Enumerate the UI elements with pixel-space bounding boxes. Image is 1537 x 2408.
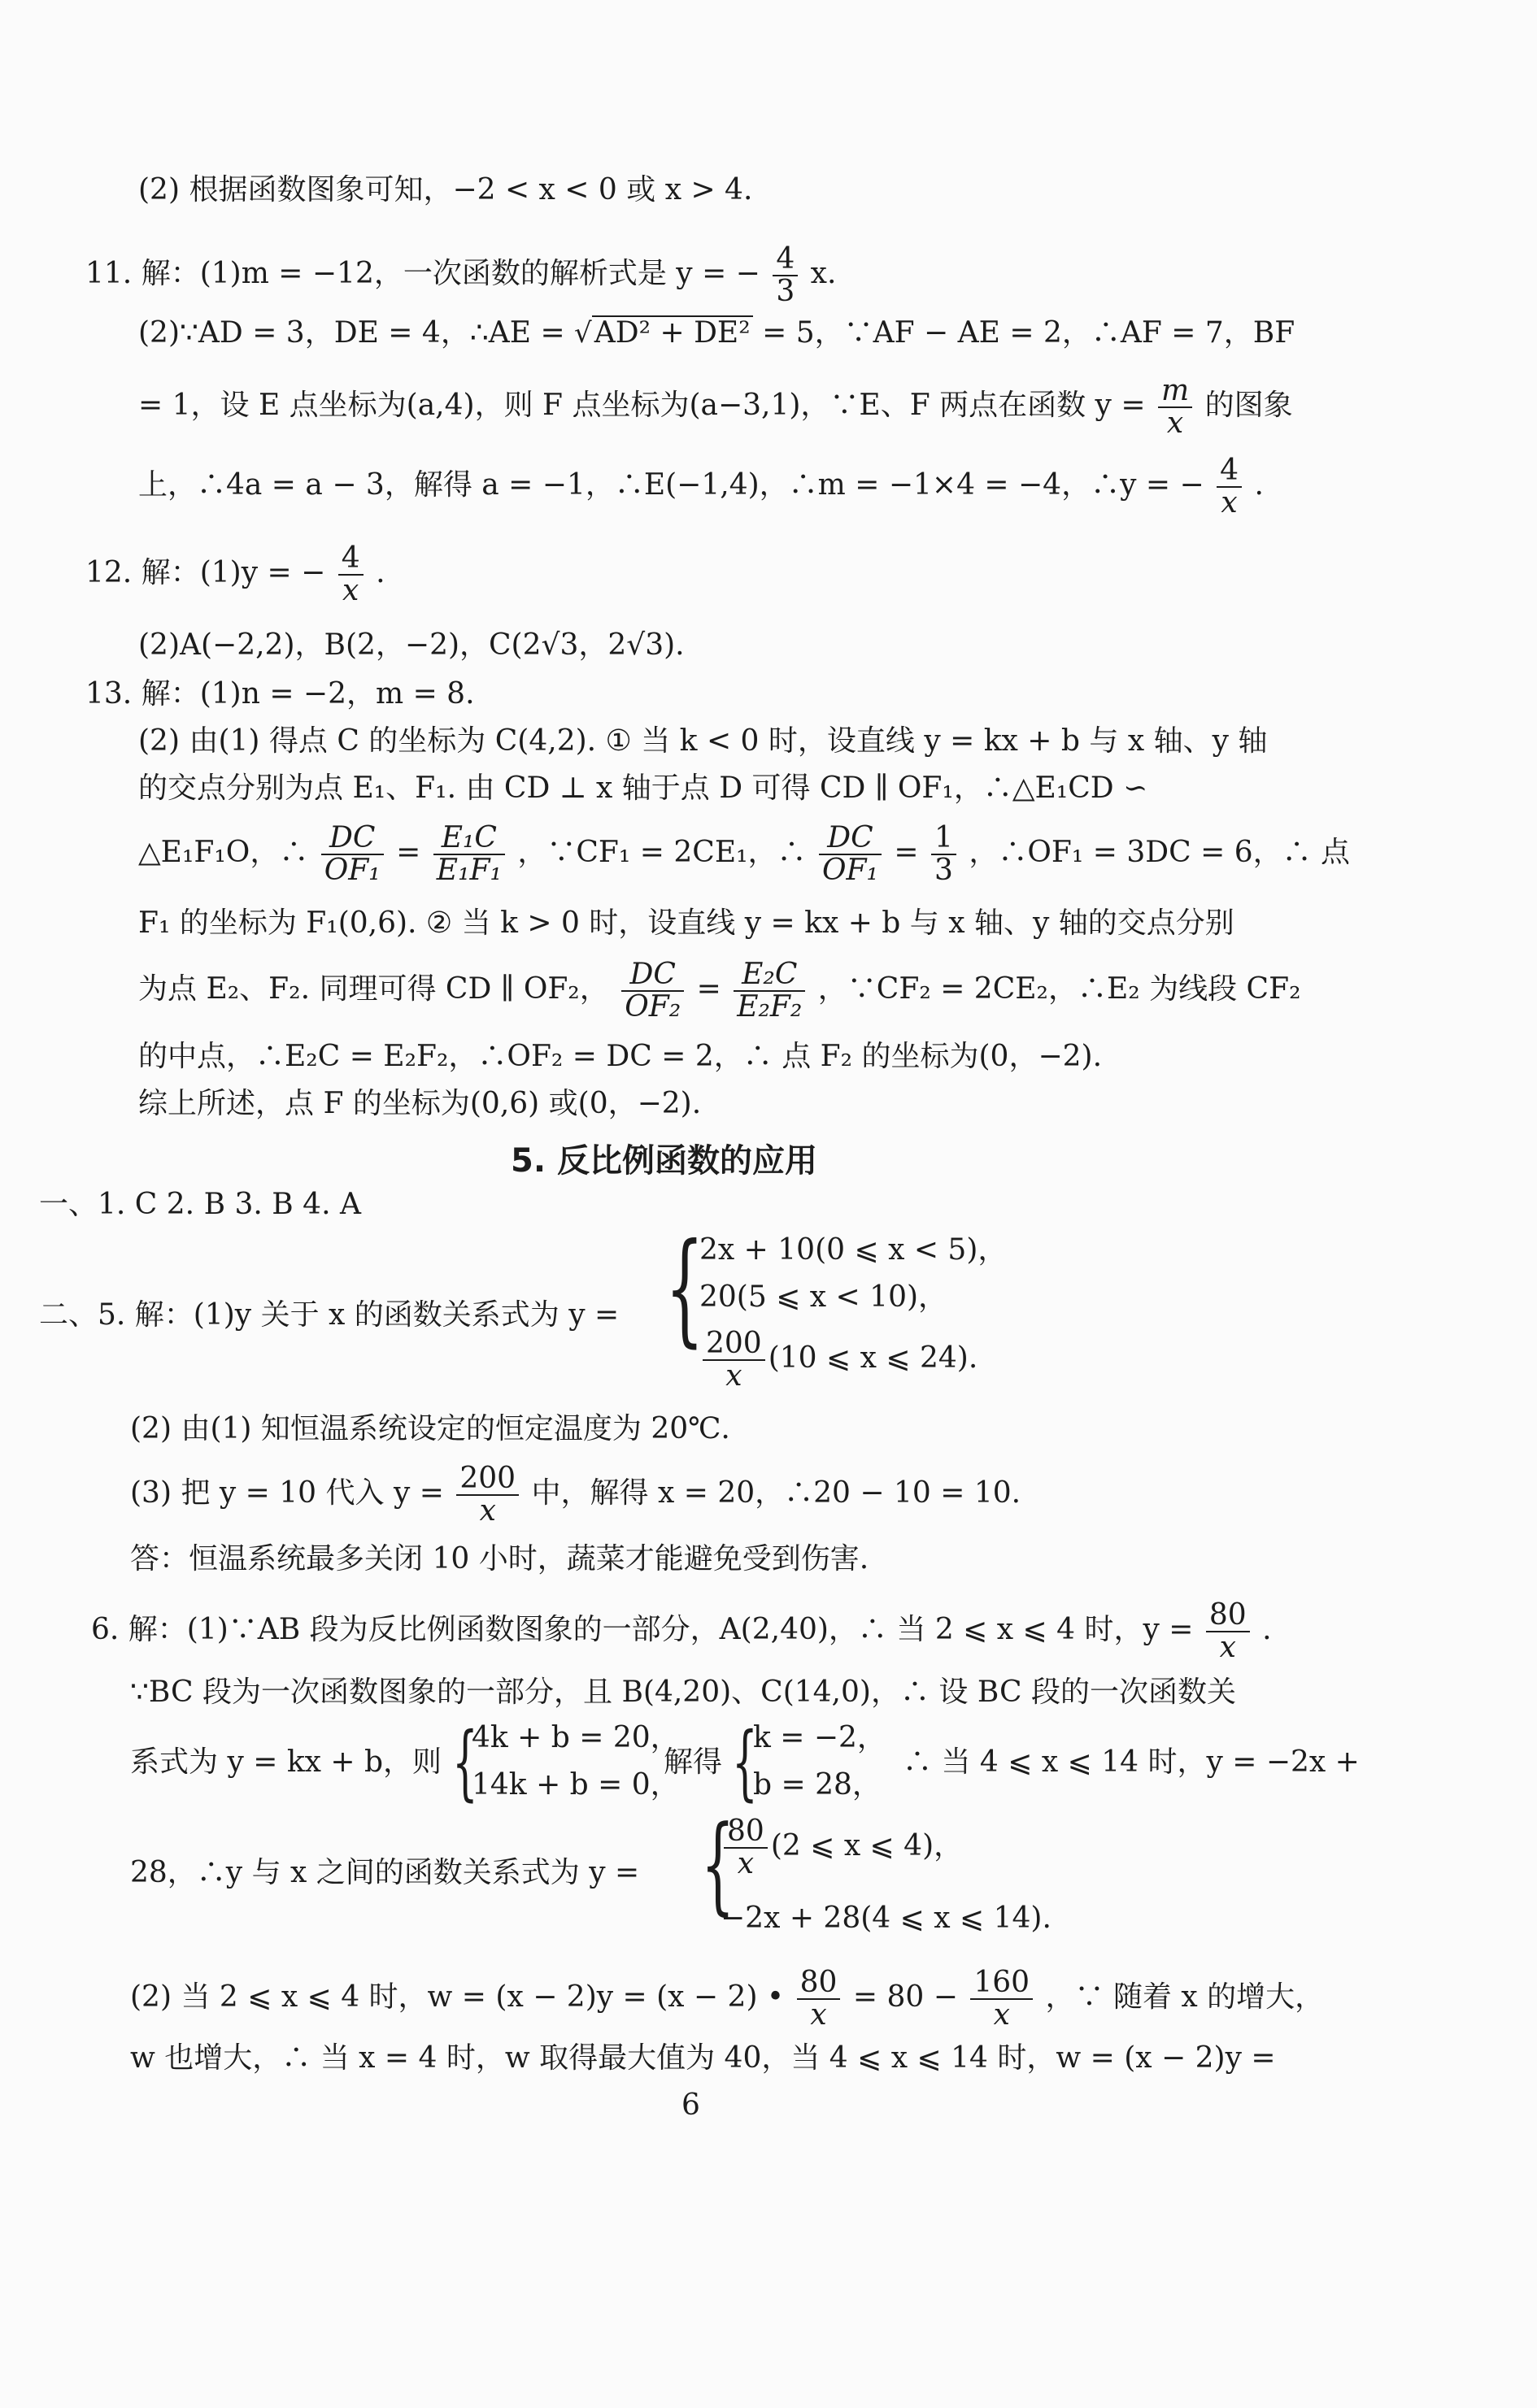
denominator: x <box>1219 1630 1236 1664</box>
fraction <box>931 823 956 886</box>
denominator: 3 <box>934 853 953 887</box>
text: = 5，∵AF − AE = 2，∴AF = 7，BF <box>752 316 1295 350</box>
text: . <box>376 555 385 589</box>
text: (2 ⩽ x ⩽ 4)， <box>770 1828 964 1863</box>
numerator: DC <box>819 823 882 855</box>
denominator: E₁F₁ <box>436 853 502 887</box>
text-line <box>130 1463 1021 1527</box>
text-line <box>138 315 1295 348</box>
text-line: (2) 由(1) 知恒温系统设定的恒定温度为 20℃. <box>130 1412 730 1445</box>
text: 中，解得 x = 20，∴20 − 10 = 10. <box>531 1476 1021 1510</box>
text: 11. 解：(1)m = −12，一次函数的解析式是 y = − <box>85 256 760 290</box>
problem-11-line <box>85 244 836 307</box>
text: ，∴OF₁ = 3DC = 6，∴ 点 <box>969 835 1351 869</box>
left-brace: { <box>452 1715 478 1810</box>
numerator: 160 <box>970 1967 1033 2000</box>
text: x. <box>810 256 837 290</box>
fraction <box>797 1967 841 2031</box>
denominator: E₂F₂ <box>737 989 803 1024</box>
denominator: OF₁ <box>324 853 381 887</box>
fraction <box>1206 1600 1250 1663</box>
text-line <box>138 376 1293 439</box>
text: (10 ⩽ x ⩽ 24). <box>768 1341 978 1375</box>
text: 6. 解：(1)∵AB 段为反比例函数图象的一部分，A(2,40)，∴ 当 2 ⩽ x ⩽ 4 时，y = <box>91 1612 1194 1646</box>
system-eq-1: 4k + b = 20， <box>472 1721 680 1754</box>
numerator: E₂C <box>734 959 805 992</box>
text: = 80 − <box>852 1980 958 2014</box>
numerator: 200 <box>703 1328 765 1361</box>
numerator: 80 <box>797 1967 841 2000</box>
fraction <box>433 823 505 886</box>
fraction <box>724 1816 768 1880</box>
text-line <box>130 1967 1324 2031</box>
text-line: 综上所述，点 F 的坐标为(0,6) 或(0，−2). <box>138 1087 702 1120</box>
numerator: DC <box>621 959 684 992</box>
system-eq-2: 14k + b = 0， <box>472 1768 680 1802</box>
numerator: 4 <box>773 244 798 276</box>
denominator: x <box>1221 485 1238 519</box>
radical-sign: √ <box>574 317 592 350</box>
text: = 1，设 E 点坐标为(a,4)，则 F 点坐标为(a−3,1)，∵E、F 两点在函数 y = <box>138 388 1146 422</box>
text-line <box>138 823 1350 886</box>
numerator: 200 <box>456 1463 519 1496</box>
text-line <box>138 455 1264 519</box>
denominator: x <box>993 1997 1010 2032</box>
denominator: x <box>810 1997 827 2032</box>
left-brace: { <box>665 1218 704 1359</box>
fraction <box>456 1463 519 1527</box>
text-line: 答：恒温系统最多关闭 10 小时，蔬菜才能避免受到伤害. <box>130 1542 869 1576</box>
denominator: 3 <box>776 274 795 308</box>
denominator: OF₁ <box>822 853 878 887</box>
text: . <box>1262 1612 1272 1646</box>
text: (3) 把 y = 10 代入 y = <box>130 1476 444 1510</box>
numerator: 80 <box>724 1816 768 1849</box>
denominator: OF₂ <box>625 989 681 1024</box>
piecewise-case-2: −2x + 28(4 ⩽ x ⩽ 14). <box>721 1902 1052 1935</box>
page-number: 6 <box>681 2089 700 2122</box>
text: 的图象 <box>1204 388 1293 422</box>
fraction <box>819 823 882 886</box>
text-line: F₁ 的坐标为 F₁(0,6). ② 当 k > 0 时，设直线 y = kx + b 与 x 轴、y 轴的交点分别 <box>138 906 1234 940</box>
text: 解得 <box>664 1745 723 1779</box>
left-brace: { <box>701 1802 735 1926</box>
problem-13-line: 13. 解：(1)n = −2，m = 8. <box>85 677 475 711</box>
denominator: x <box>342 573 359 607</box>
text: (2)∵AD = 3，DE = 4，∴AE = <box>138 316 575 350</box>
piecewise-case-1 <box>721 1816 963 1880</box>
fraction <box>773 244 798 307</box>
system-eq-4: b = 28， <box>753 1768 882 1802</box>
denominator: x <box>1166 406 1184 440</box>
fraction <box>734 959 805 1023</box>
piecewise-case-2: 20(5 ⩽ x < 10)， <box>699 1280 948 1314</box>
problem-6-line <box>91 1600 1272 1663</box>
left-brace: { <box>732 1715 758 1810</box>
numerator: 1 <box>931 823 956 855</box>
text: = <box>696 971 721 1006</box>
section-title: 5. 反比例函数的应用 <box>511 1142 817 1180</box>
text-line: ∵BC 段为一次函数图象的一部分，且 B(4,20)、C(14,0)，∴ 设 BC 段的一次函数关 <box>130 1676 1236 1709</box>
fraction <box>321 823 384 886</box>
fraction <box>970 1967 1033 2031</box>
denominator: x <box>725 1358 742 1393</box>
text: ，∵ 随着 x 的增大， <box>1045 1980 1325 2014</box>
text-line: (2)A(−2,2)，B(2，−2)，C(2√3，2√3). <box>138 628 685 662</box>
fraction <box>1217 455 1242 519</box>
numerator: m <box>1158 376 1192 408</box>
numerator: 4 <box>338 543 364 576</box>
text-line <box>138 959 1301 1023</box>
problem-12-line <box>85 543 385 606</box>
text-line: 28，∴y 与 x 之间的函数关系式为 y = <box>130 1856 640 1889</box>
numerator: 4 <box>1217 455 1242 488</box>
text: = <box>894 835 919 869</box>
piecewise-case-1: 2x + 10(0 ⩽ x < 5)， <box>699 1233 1008 1267</box>
denominator: x <box>479 1493 496 1528</box>
text: 为点 E₂、F₂. 同理可得 CD ∥ OF₂， <box>138 971 609 1006</box>
fraction <box>703 1328 765 1392</box>
fraction <box>621 959 684 1023</box>
text: △E₁F₁O，∴ <box>138 835 309 869</box>
text: 12. 解：(1)y = − <box>85 555 326 589</box>
text: = <box>396 835 421 869</box>
text-line: 系式为 y = kx + b，则 <box>130 1745 442 1779</box>
text: (2) 当 2 ⩽ x ⩽ 4 时，w = (x − 2)y = (x − 2) • <box>130 1980 785 2014</box>
fraction <box>1158 376 1192 439</box>
system-eq-3: k = −2， <box>753 1721 886 1754</box>
sqrt-expression: AD² + DE² <box>592 315 753 348</box>
text: 上，∴4a = a − 3，解得 a = −1，∴E(−1,4)，∴m = −1×4 = −4，∴y = − <box>138 467 1204 502</box>
text-line: w 也增大，∴ 当 x = 4 时，w 取得最大值为 40，当 4 ⩽ x ⩽ 14 时，w = (x − 2)y = <box>130 2041 1276 2075</box>
numerator: E₁C <box>433 823 505 855</box>
fraction <box>338 543 364 606</box>
numerator: 80 <box>1206 1600 1250 1632</box>
answers-line: 一、1. C 2. B 3. B 4. A <box>39 1188 361 1221</box>
text: ，∵CF₁ = 2CE₁，∴ <box>517 835 807 869</box>
problem-5-line: 二、5. 解：(1)y 关于 x 的函数关系式为 y = <box>39 1298 620 1332</box>
text-line: 的交点分别为点 E₁、F₁. 由 CD ⊥ x 轴于点 D 可得 CD ∥ OF₁，∴△E₁CD ∽ <box>138 772 1148 805</box>
numerator: DC <box>321 823 384 855</box>
piecewise-case-3 <box>699 1328 977 1392</box>
text-line: (2) 根据函数图象可知，−2 < x < 0 或 x > 4. <box>138 173 753 206</box>
text: ，∵CF₂ = 2CE₂，∴E₂ 为线段 CF₂ <box>817 971 1301 1006</box>
text: ∴ 当 4 ⩽ x ⩽ 14 时，y = −2x + <box>903 1745 1360 1779</box>
text-line: (2) 由(1) 得点 C 的坐标为 C(4,2). ① 当 k < 0 时，设直线 y = kx + b 与 x 轴、y 轴 <box>138 724 1268 758</box>
text: . <box>1254 467 1264 502</box>
denominator: x <box>737 1846 755 1880</box>
text-line: 的中点，∴E₂C = E₂F₂，∴OF₂ = DC = 2，∴ 点 F₂ 的坐标为(0，−2). <box>138 1040 1103 1073</box>
